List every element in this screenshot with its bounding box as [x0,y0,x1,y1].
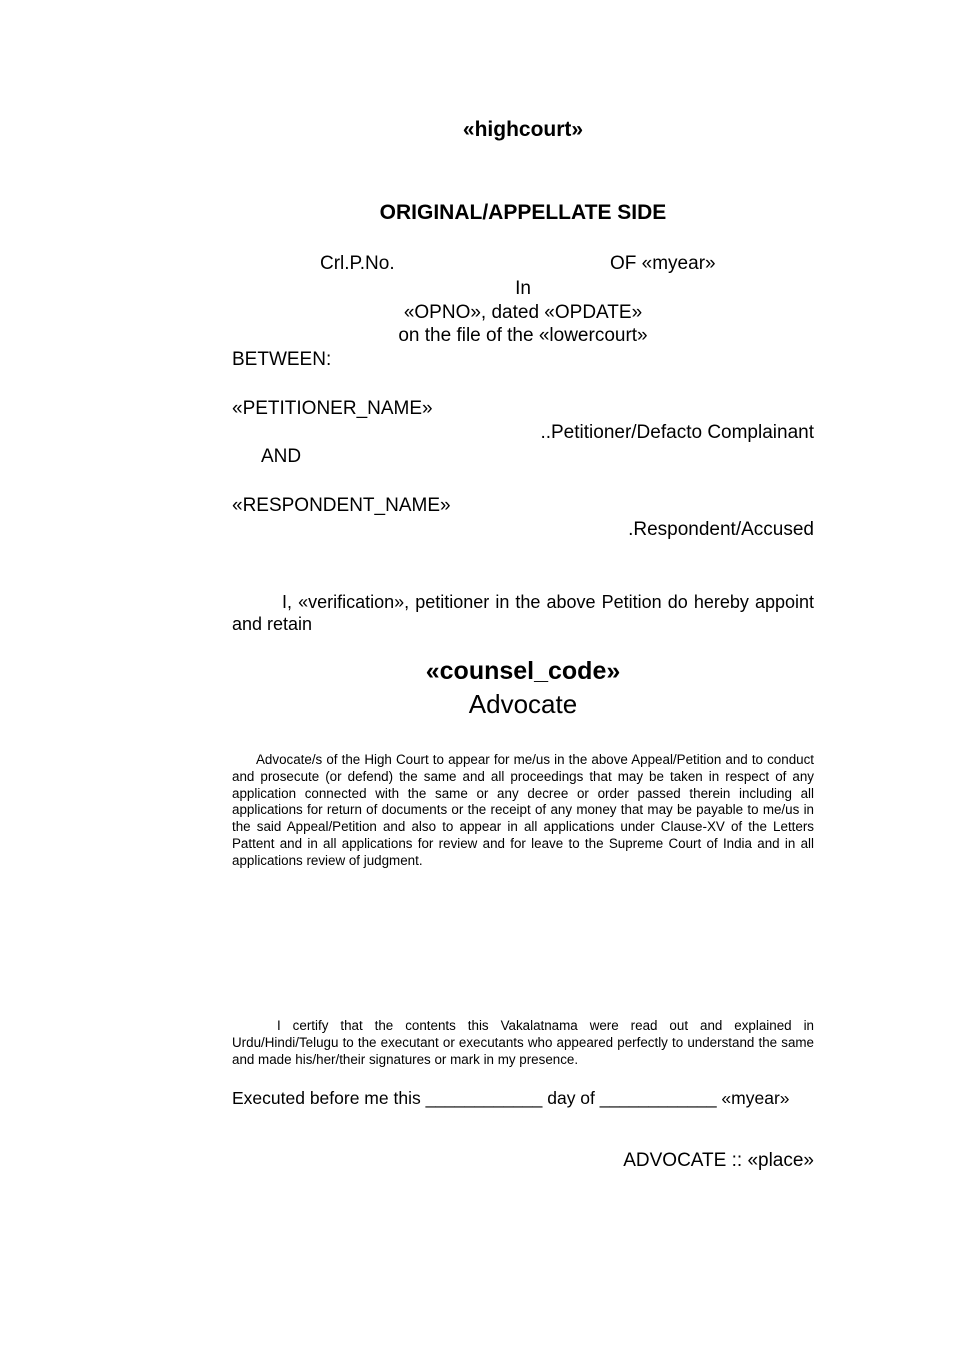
petitioner-role: ..Petitioner/Defacto Complainant [540,422,814,443]
certification-paragraph: I certify that the contents this Vakalatnama were read out and explained in Urdu/Hindi/Telugu to the executant or executants who appeared perfectly to understand the same and made his/her/their signatures or mark in my presence. [232,1018,814,1067]
advocate-signature-line: ADVOCATE :: «place» [623,1150,814,1171]
lower-court-line: on the file of the «lowercourt» [398,325,648,346]
case-year: OF «myear» [610,253,716,274]
counsel-code: «counsel_code» [425,657,621,685]
court-heading: «highcourt» [462,118,584,141]
authority-paragraph: Advocate/s of the High Court to appear for me/us in the above Appeal/Petition and to conduct and prosecute (or defend) the same and all proceedings that may be taken in respect of any application connected with the same or any decree or order passed therein including all applications for return of documents or the receipt of any money that may be payable to me/us in the said Appeal/Petition and also to appear in all applications under Clause-XV of the Letters Pattent and in all applications for review and for leave to the Supreme Court of India and in all applications review of judgment. [232,752,814,868]
in-label: In [515,278,531,299]
respondent-name: «RESPONDENT_NAME» [232,495,451,516]
crl-petition-number-label: Crl.P.No. [320,253,395,274]
between-label: BETWEEN: [232,349,332,370]
advocate-title: Advocate [468,689,578,719]
and-label: AND [261,446,302,467]
side-heading: ORIGINAL/APPELLATE SIDE [379,201,667,224]
original-petition-line: «OPNO», dated «OPDATE» [403,302,643,323]
appointment-intro: I, «verification», petitioner in the above Petition do hereby appoint and retain [232,592,814,634]
executed-before-line: Executed before me this ____________ day of ____________ «myear» [232,1088,790,1108]
petitioner-name: «PETITIONER_NAME» [232,398,433,419]
respondent-role: .Respondent/Accused [628,519,814,540]
